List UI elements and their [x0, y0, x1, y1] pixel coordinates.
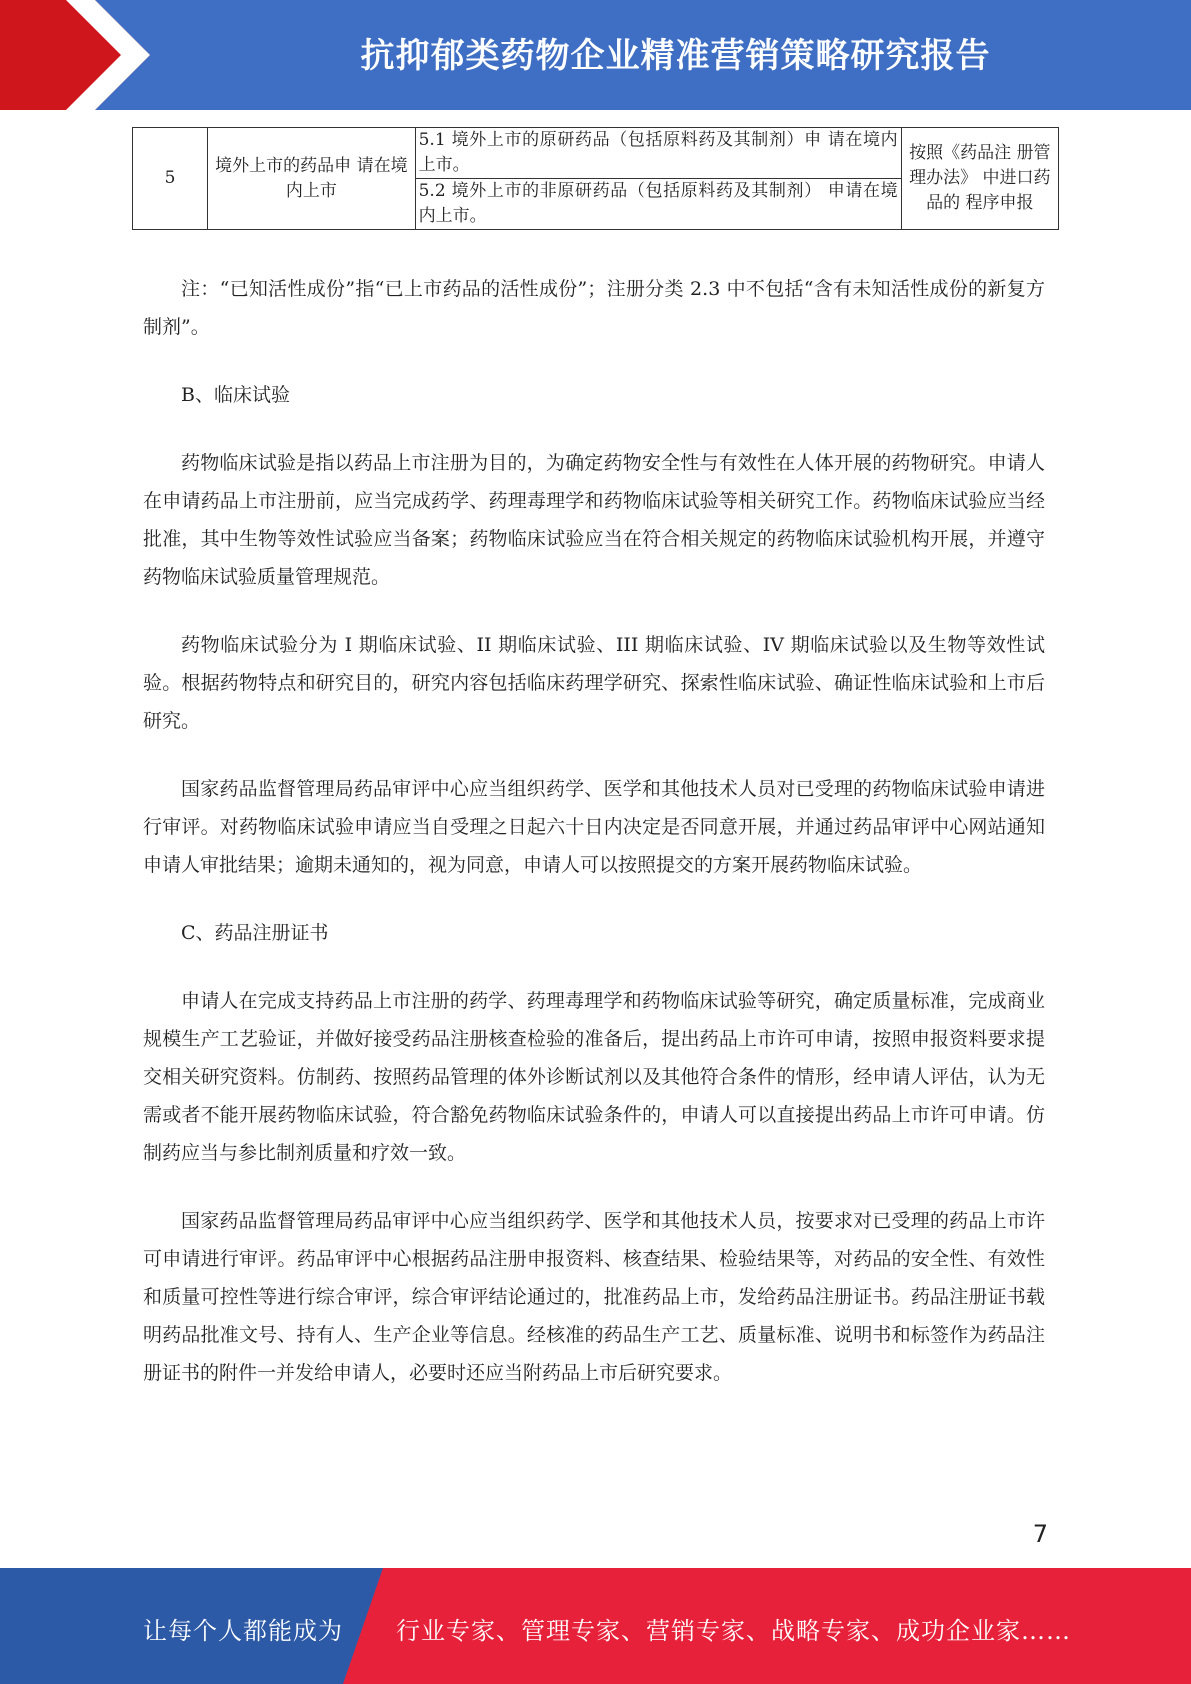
- page-number: 7: [1032, 1520, 1048, 1548]
- section-heading-b: B、临床试验: [181, 384, 290, 406]
- header-title: 抗抑郁类药物企业精准营销策略研究报告: [360, 36, 991, 76]
- row-subcategory-2: 5.2 境外上市的非原研药品（包括原料药及其制剂） 申请在境内上市。: [415, 179, 901, 230]
- header-arrow-decoration: [0, 0, 150, 110]
- paragraph: 药物临床试验分为 I 期临床试验、II 期临床试验、III 期临床试验、IV 期临床试验以及生物等效性试验。根据药物特点和研究目的，研究内容包括临床药理学研究、探索性临床试验、确证性临床试验和上市后研究。: [143, 634, 1045, 732]
- footer-slogan-left: 让每个人都能成为: [143, 1617, 343, 1645]
- registration-table: [132, 127, 1059, 230]
- paragraph: 申请人在完成支持药品上市注册的药学、药理毒理学和药物临床试验等研究，确定质量标准，完成商业规模生产工艺验证，并做好接受药品注册核查检验的准备后，提出药品上市许可申请，按照申报资料要求提交相关研究资料。仿制药、按照药品管理的体外诊断试剂以及其他符合条件的情形，经申请人评估，认为无需或者不能开展药物临床试验，符合豁免药物临床试验条件的，申请人可以直接提出药品上市许可申请。仿制药应当与参比制剂质量和疗效一致。: [143, 990, 1045, 1164]
- paragraph: 国家药品监督管理局药品审评中心应当组织药学、医学和其他技术人员对已受理的药物临床试验申请进行审评。对药物临床试验申请应当自受理之日起六十日内决定是否同意开展，并通过药品审评中心网站通知申请人审批结果；逾期未通知的，视为同意，申请人可以按照提交的方案开展药物临床试验。: [143, 778, 1045, 876]
- note-paragraph: 注：“已知活性成份”指“已上市药品的活性成份”；注册分类 2.3 中不包括“含有未知活性成份的新复方制剂”。: [143, 278, 1045, 338]
- row-subcategory-1: 5.1 境外上市的原研药品（包括原料药及其制剂）申 请在境内上市。: [415, 128, 901, 179]
- paragraph: 药物临床试验是指以药品上市注册为目的，为确定药物安全性与有效性在人体开展的药物研究。申请人在申请药品上市注册前，应当完成药学、药理毒理学和药物临床试验等相关研究工作。药物临床试验应当经批准，其中生物等效性试验应当备案；药物临床试验应当在符合相关规定的药物临床试验机构开展，并遵守药物临床试验质量管理规范。: [143, 452, 1045, 588]
- footer-slogan-right: 行业专家、管理专家、营销专家、战略专家、成功企业家……: [396, 1617, 1071, 1645]
- table-row: [133, 128, 1059, 179]
- section-heading-c: C、药品注册证书: [181, 922, 329, 944]
- row-number: 5: [133, 128, 208, 230]
- document-body: [143, 270, 1045, 1422]
- paragraph: 国家药品监督管理局药品审评中心应当组织药学、医学和其他技术人员，按要求对已受理的药品上市许可申请进行审评。药品审评中心根据药品注册申报资料、核查结果、检验结果等，对药品的安全性、有效性和质量可控性等进行综合审评，综合审评结论通过的，批准药品上市，发给药品注册证书。药品注册证书载明药品批准文号、持有人、生产企业等信息。经核准的药品生产工艺、质量标准、说明书和标签作为药品注册证书的附件一并发给申请人，必要时还应当附药品上市后研究要求。: [143, 1210, 1045, 1384]
- row-category-name: 境外上市的药品申 请在境内上市: [208, 128, 415, 230]
- page-footer: [0, 1568, 1191, 1684]
- page-header: [0, 0, 1191, 110]
- row-procedure: 按照《药品注 册管理办法》 中进口药品的 程序申报: [901, 128, 1058, 230]
